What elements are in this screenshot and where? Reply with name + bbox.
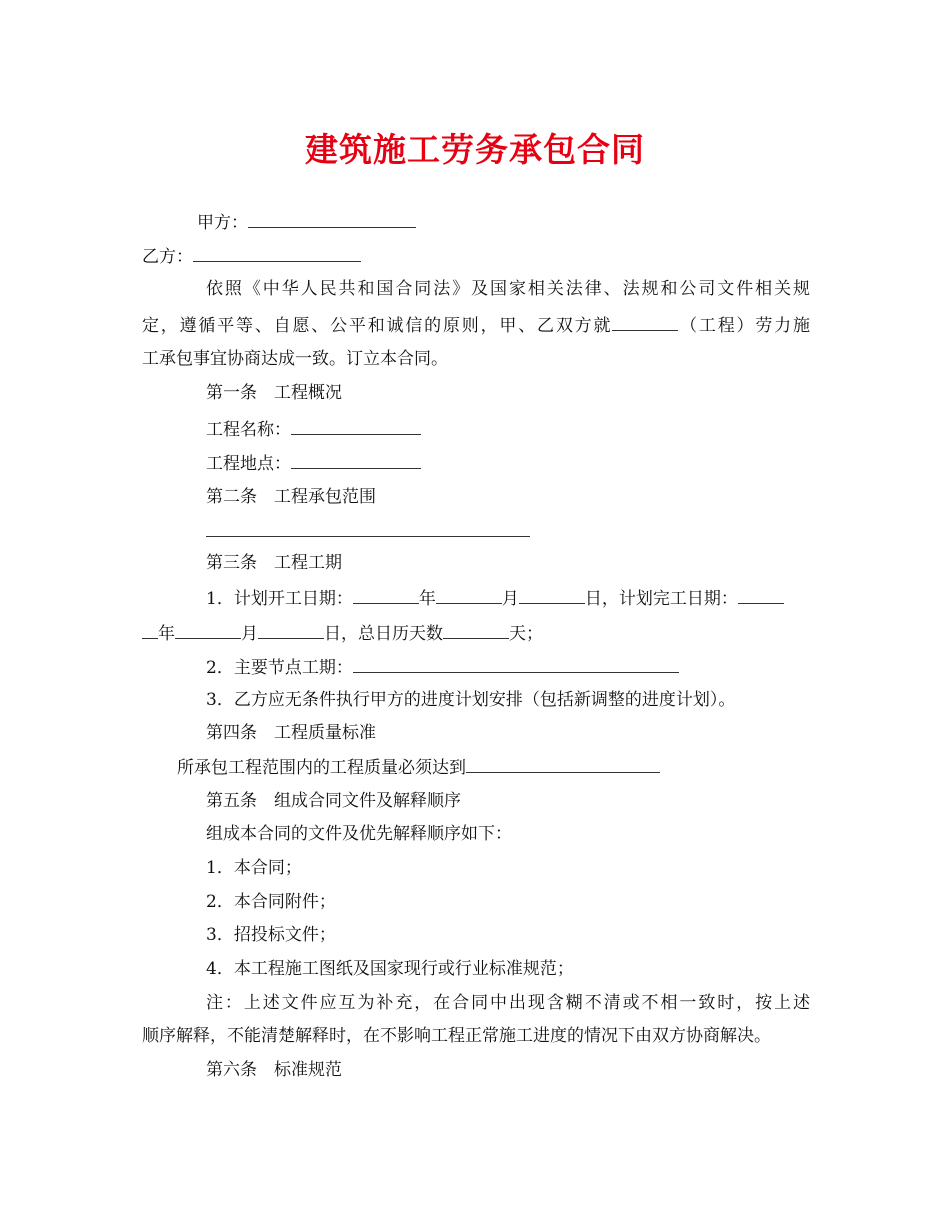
project-location-line [206, 451, 421, 476]
article-3-heading: 第三条 工程工期 [206, 553, 342, 573]
project-name-line [206, 417, 421, 442]
total-days-blank [443, 621, 509, 639]
article-6-heading: 第六条 标准规范 [206, 1060, 342, 1080]
project-name-label: 工程名称： [206, 420, 291, 440]
party-a-label: 甲方： [197, 213, 248, 233]
day-label: 日， [584, 589, 619, 609]
party-b-line [142, 244, 361, 269]
party-b-blank [193, 244, 361, 262]
project-location-blank [291, 451, 421, 469]
article-1-heading: 第一条 工程概况 [206, 383, 342, 403]
party-b-label: 乙方： [142, 247, 193, 267]
project-blank [612, 313, 678, 331]
document-item-2: 2．本合同附件； [206, 892, 336, 912]
intro-line-1: 依照《中华人民共和国合同法》及国家相关法律、法规和公司文件相关规 [206, 279, 810, 299]
intro-line-2-tail: （工程）劳力施 [678, 316, 810, 336]
party-a-blank [248, 210, 416, 228]
month-label: 月 [501, 589, 519, 609]
scope-blank [206, 519, 530, 537]
start-year-blank [353, 586, 419, 604]
project-name-blank [291, 417, 421, 435]
end-year-blank-b [142, 621, 158, 639]
article-5-heading: 第五条 组成合同文件及解释顺序 [206, 791, 461, 811]
milestone-label: 2．主要节点工期： [206, 658, 353, 678]
quality-text: 所承包工程范围内的工程质量必须达到 [177, 758, 466, 778]
party-a-line [197, 210, 416, 235]
intro-line-3: 工承包事宜协商达成一致。订立本合同。 [142, 349, 448, 369]
document-item-4: 4．本工程施工图纸及国家现行或行业标准规范； [206, 959, 574, 979]
schedule-item-3: 3．乙方应无条件执行甲方的进度计划安排（包括新调整的进度计划）。 [206, 690, 736, 710]
note-line-1: 注：上述文件应互为补充，在合同中出现含糊不清或不相一致时，按上述 [206, 993, 810, 1013]
end-month-blank [175, 621, 241, 639]
end-day-blank [258, 621, 324, 639]
contract-title: 建筑施工劳务承包合同 [305, 130, 645, 169]
intro-line-2 [142, 313, 810, 338]
end-year-label: 年 [158, 624, 175, 644]
milestone-line [206, 655, 679, 680]
article-4-heading: 第四条 工程质量标准 [206, 723, 376, 743]
end-year-blank-a [738, 586, 784, 604]
total-days-label: 总日历天数 [358, 624, 443, 644]
start-date-label: 1．计划开工日期： [206, 589, 353, 609]
end-date-label: 计划完工日期： [618, 589, 738, 609]
year-label: 年 [418, 589, 436, 609]
article-2-heading: 第二条 工程承包范围 [206, 487, 376, 507]
document-item-3: 3．招投标文件； [206, 925, 336, 945]
start-month-blank [436, 586, 502, 604]
quality-line [177, 755, 660, 780]
document-item-1: 1．本合同； [206, 858, 302, 878]
intro-line-2-text: 定，遵循平等、自愿、公平和诚信的原则，甲、乙双方就 [142, 316, 613, 336]
schedule-line-1 [206, 586, 784, 611]
end-month-label: 月 [241, 624, 258, 644]
end-day-label: 日， [324, 624, 358, 644]
project-location-label: 工程地点： [206, 454, 291, 474]
schedule-line-2 [142, 621, 543, 646]
start-day-blank [519, 586, 585, 604]
scope-line [206, 519, 530, 544]
milestone-blank [353, 655, 679, 673]
quality-blank [466, 755, 660, 773]
documents-intro: 组成本合同的文件及优先解释顺序如下： [206, 824, 512, 844]
days-label: 天； [509, 624, 543, 644]
note-line-2: 顺序解释，不能清楚解释时，在不影响工程正常施工进度的情况下由双方协商解决。 [142, 1026, 771, 1046]
